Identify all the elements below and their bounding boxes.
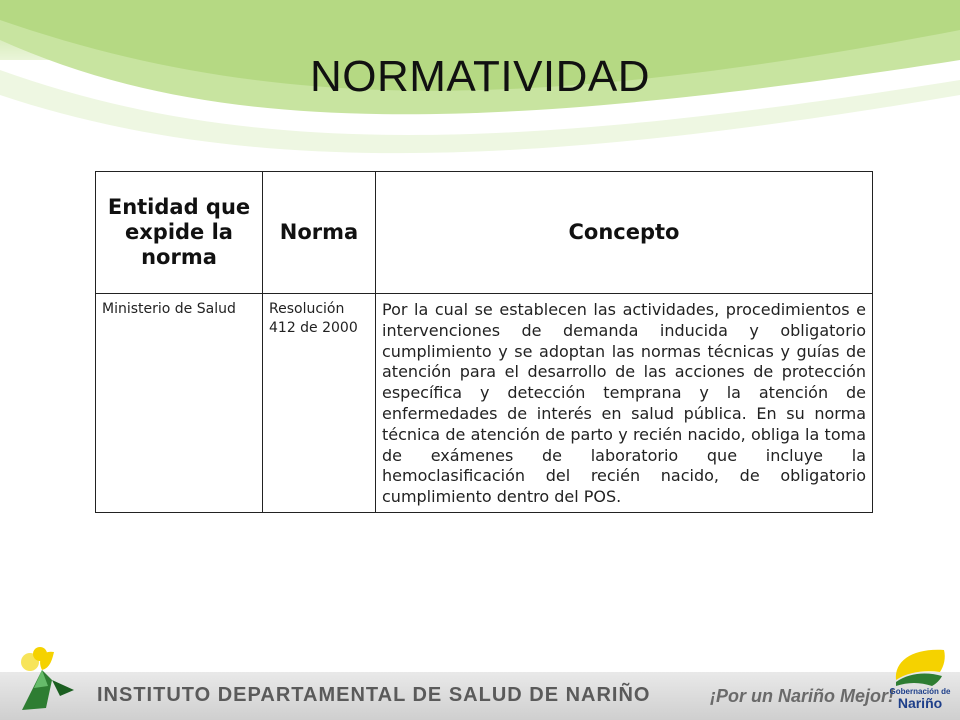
logo-big-text: Nariño (897, 695, 943, 711)
logo-small-text: Gobernación de (889, 687, 951, 696)
institute-logo-icon (12, 640, 82, 718)
footer-slogan: ¡Por un Nariño Mejor! (710, 686, 894, 706)
gobernacion-logo-text (884, 688, 956, 710)
footer-institution-text: INSTITUTO DEPARTAMENTAL DE SALUD DE NARIÑO (97, 684, 651, 706)
normatividad-table (95, 171, 873, 513)
table-row (96, 294, 873, 513)
table-header-row (96, 172, 873, 294)
header-entidad: Entidad que expide la norma (96, 172, 263, 294)
cell-concepto: Por la cual se establecen las actividades, procedimientos e intervenciones de demanda inducida y obligatorio cumplimiento y se adoptan las normas técnicas y guías de atención para el desarrollo de las acciones de protección específica y detección temprana y la atención de enfermedades de interés en salud pública. En su norma técnica de atención de parto y recién nacido, obliga la toma de exámenes de laboratorio que incluye la hemoclasificación del recién nacido, de obligatorio cumplimiento dentro del POS. (376, 294, 873, 513)
cell-norma: Resolución 412 de 2000 (263, 294, 376, 513)
cell-entidad: Ministerio de Salud (96, 294, 263, 513)
header-concepto: Concepto (376, 172, 873, 294)
page-title: NORMATIVIDAD (309, 52, 651, 101)
header-norma: Norma (263, 172, 376, 294)
